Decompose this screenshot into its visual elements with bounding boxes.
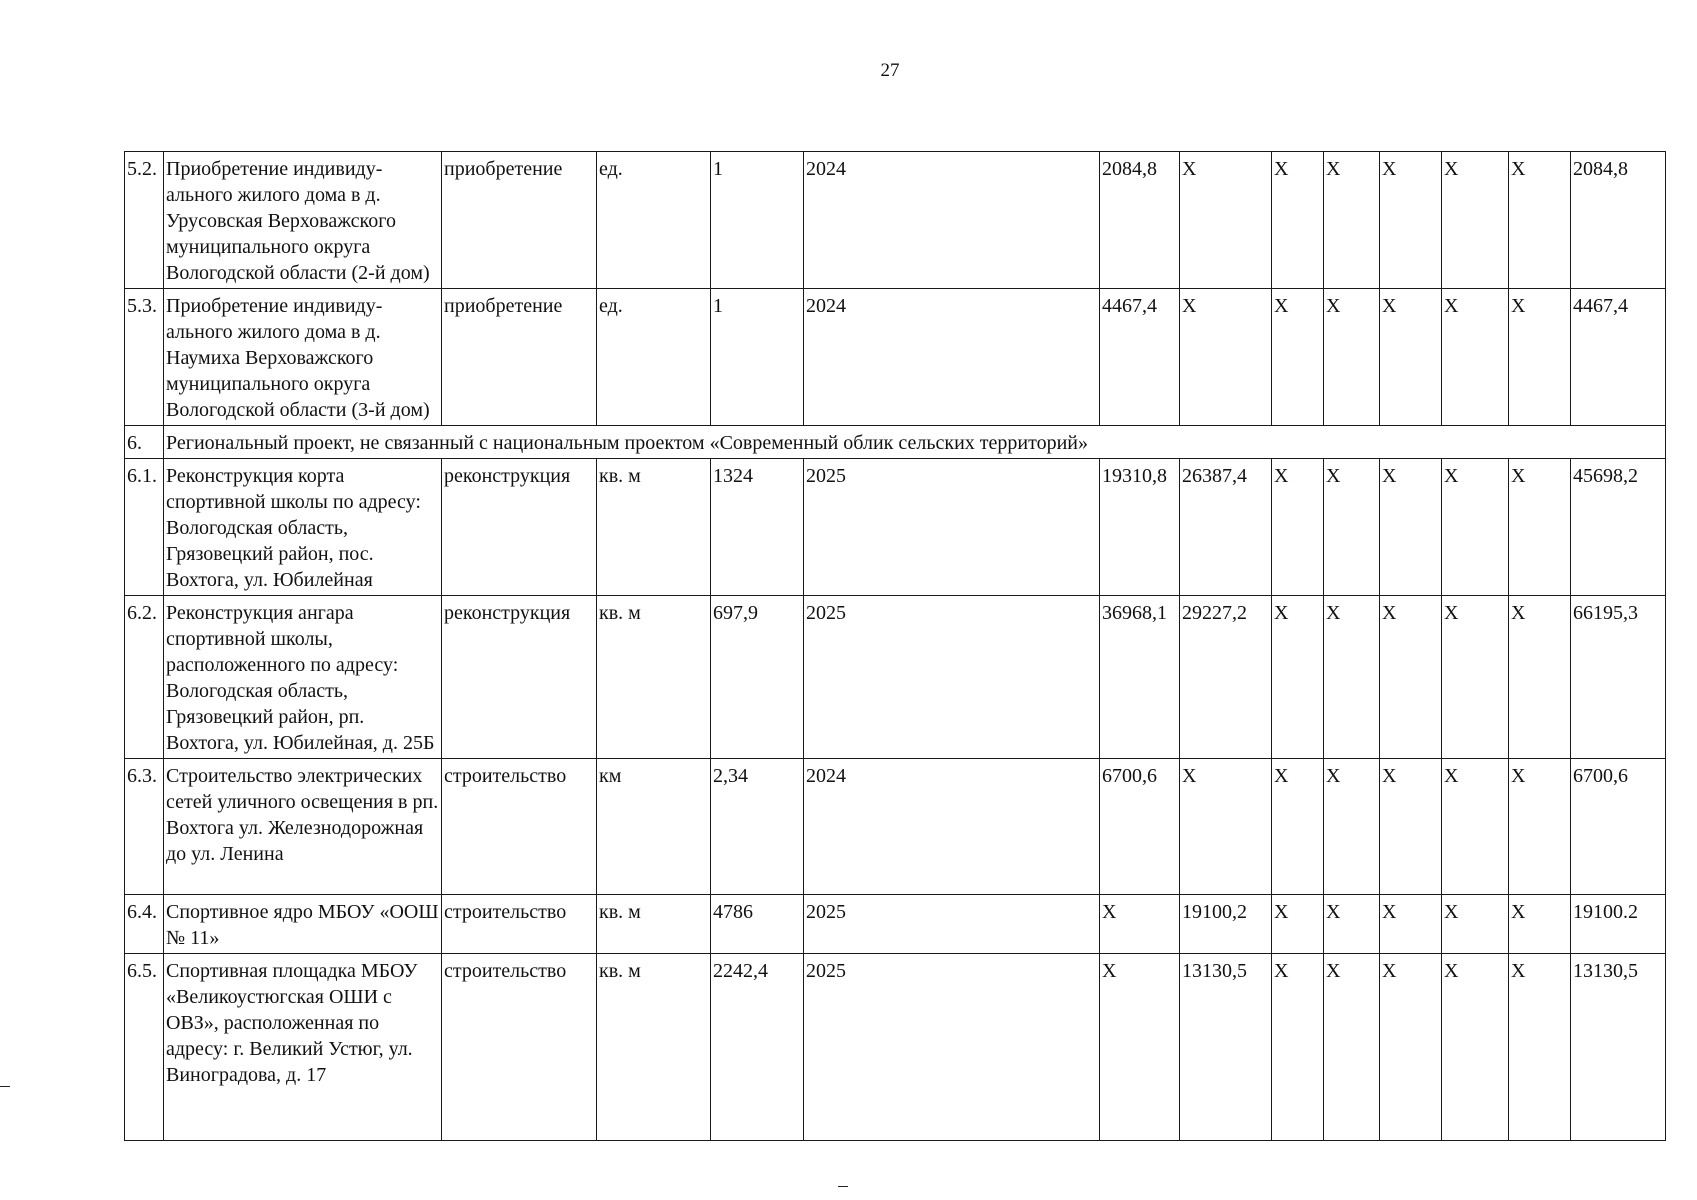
amount-cell: 19310,8 <box>1100 459 1180 596</box>
year-cell: 2024 <box>804 289 1100 426</box>
year-cell: 2024 <box>804 152 1100 289</box>
capacity-cell: 697,9 <box>711 596 804 759</box>
total-cell: 4467,4 <box>1571 289 1666 426</box>
scan-margin-mark <box>838 1186 848 1187</box>
amount-cell: X <box>1324 289 1380 426</box>
amount-cell: X <box>1272 759 1324 895</box>
amount-cell: X <box>1324 895 1380 954</box>
section-header-row <box>125 426 1666 459</box>
amount-cell: X <box>1180 152 1272 289</box>
object-name-cell: Приобретение индивиду-ального жилого дома в д. Урусовская Верховажского муниципального округа Вологодской области (2-й дом) <box>164 152 442 289</box>
amount-cell: X <box>1442 759 1509 895</box>
investment-objects-table <box>124 151 1666 1141</box>
object-name-cell: Реконструкция корта спортивной школы по адресу: Вологодская область, Грязовецкий район, пос. Вохтога, ул. Юбилейная <box>164 459 442 596</box>
table-row <box>125 895 1666 954</box>
amount-cell: X <box>1442 152 1509 289</box>
amount-cell: X <box>1509 459 1571 596</box>
amount-cell: X <box>1442 459 1509 596</box>
total-cell: 19100.2 <box>1571 895 1666 954</box>
total-cell: 6700,6 <box>1571 759 1666 895</box>
table-row <box>125 759 1666 895</box>
amount-cell: 6700,6 <box>1100 759 1180 895</box>
amount-cell: X <box>1272 289 1324 426</box>
object-name-cell: Строительство электрических сетей уличного освещения в рп. Вохтога ул. Железнодорожная до ул. Ленина <box>164 759 442 895</box>
table-row <box>125 459 1666 596</box>
amount-cell: X <box>1324 459 1380 596</box>
total-cell: 45698,2 <box>1571 459 1666 596</box>
amount-cell: X <box>1442 289 1509 426</box>
amount-cell: X <box>1324 596 1380 759</box>
amount-cell: X <box>1100 954 1180 1141</box>
amount-cell: X <box>1509 954 1571 1141</box>
section-number-cell: 6. <box>125 426 164 459</box>
work-type-cell: приобретение <box>442 289 597 426</box>
work-type-cell: строительство <box>442 895 597 954</box>
amount-cell: X <box>1509 152 1571 289</box>
section-title-cell: Региональный проект, не связанный с национальным проектом «Современный облик сельских территорий» <box>164 426 1666 459</box>
amount-cell: X <box>1324 152 1380 289</box>
amount-cell: 19100,2 <box>1180 895 1272 954</box>
amount-cell: X <box>1272 954 1324 1141</box>
year-cell: 2025 <box>804 895 1100 954</box>
amount-cell: X <box>1380 289 1442 426</box>
unit-cell: км <box>597 759 711 895</box>
unit-cell: кв. м <box>597 459 711 596</box>
amount-cell: 29227,2 <box>1180 596 1272 759</box>
amount-cell: X <box>1509 895 1571 954</box>
total-cell: 13130,5 <box>1571 954 1666 1141</box>
row-number-cell: 6.3. <box>125 759 164 895</box>
capacity-cell: 1 <box>711 289 804 426</box>
amount-cell: 2084,8 <box>1100 152 1180 289</box>
amount-cell: X <box>1509 289 1571 426</box>
work-type-cell: реконструкция <box>442 596 597 759</box>
amount-cell: X <box>1442 954 1509 1141</box>
year-cell: 2025 <box>804 954 1100 1141</box>
amount-cell: X <box>1272 152 1324 289</box>
object-name-cell: Спортивное ядро МБОУ «ООШ № 11» <box>164 895 442 954</box>
object-name-cell: Спортивная площадка МБОУ «Великоустюгская ОШИ с ОВЗ», расположенная по адресу: г. Великий Устюг, ул. Виноградова, д. 17 <box>164 954 442 1141</box>
table-row <box>125 596 1666 759</box>
amount-cell: X <box>1324 759 1380 895</box>
capacity-cell: 2242,4 <box>711 954 804 1141</box>
capacity-cell: 1 <box>711 152 804 289</box>
amount-cell: X <box>1442 895 1509 954</box>
table-row <box>125 152 1666 289</box>
amount-cell: X <box>1380 596 1442 759</box>
amount-cell: X <box>1380 152 1442 289</box>
amount-cell: X <box>1380 759 1442 895</box>
year-cell: 2025 <box>804 596 1100 759</box>
unit-cell: кв. м <box>597 596 711 759</box>
amount-cell: X <box>1380 954 1442 1141</box>
unit-cell: ед. <box>597 152 711 289</box>
amount-cell: X <box>1509 759 1571 895</box>
amount-cell: X <box>1180 289 1272 426</box>
amount-cell: X <box>1509 596 1571 759</box>
amount-cell: 36968,1 <box>1100 596 1180 759</box>
unit-cell: кв. м <box>597 895 711 954</box>
row-number-cell: 6.4. <box>125 895 164 954</box>
row-number-cell: 6.1. <box>125 459 164 596</box>
amount-cell: X <box>1324 954 1380 1141</box>
year-cell: 2024 <box>804 759 1100 895</box>
amount-cell: 26387,4 <box>1180 459 1272 596</box>
amount-cell: X <box>1272 459 1324 596</box>
object-name-cell: Приобретение индивиду-ального жилого дома в д. Наумиха Верховажского муниципального округа Вологодской области (3-й дом) <box>164 289 442 426</box>
capacity-cell: 1324 <box>711 459 804 596</box>
amount-cell: X <box>1380 895 1442 954</box>
page-number: 27 <box>880 60 900 81</box>
row-number-cell: 6.2. <box>125 596 164 759</box>
work-type-cell: строительство <box>442 759 597 895</box>
total-cell: 2084,8 <box>1571 152 1666 289</box>
table-row <box>125 954 1666 1141</box>
work-type-cell: реконструкция <box>442 459 597 596</box>
work-type-cell: строительство <box>442 954 597 1141</box>
year-cell: 2025 <box>804 459 1100 596</box>
capacity-cell: 4786 <box>711 895 804 954</box>
amount-cell: X <box>1442 596 1509 759</box>
object-name-cell: Реконструкция ангара спортивной школы, расположенного по адресу: Вологодская область, Грязовецкий район, рп. Вохтога, ул. Юбилейная, д. 25Б <box>164 596 442 759</box>
amount-cell: 13130,5 <box>1180 954 1272 1141</box>
unit-cell: ед. <box>597 289 711 426</box>
total-cell: 66195,3 <box>1571 596 1666 759</box>
scan-margin-mark <box>0 1086 10 1087</box>
amount-cell: 4467,4 <box>1100 289 1180 426</box>
amount-cell: X <box>1180 759 1272 895</box>
amount-cell: X <box>1100 895 1180 954</box>
amount-cell: X <box>1380 459 1442 596</box>
table-row <box>125 289 1666 426</box>
amount-cell: X <box>1272 596 1324 759</box>
capacity-cell: 2,34 <box>711 759 804 895</box>
amount-cell: X <box>1272 895 1324 954</box>
row-number-cell: 5.2. <box>125 152 164 289</box>
row-number-cell: 6.5. <box>125 954 164 1141</box>
row-number-cell: 5.3. <box>125 289 164 426</box>
unit-cell: кв. м <box>597 954 711 1141</box>
work-type-cell: приобретение <box>442 152 597 289</box>
